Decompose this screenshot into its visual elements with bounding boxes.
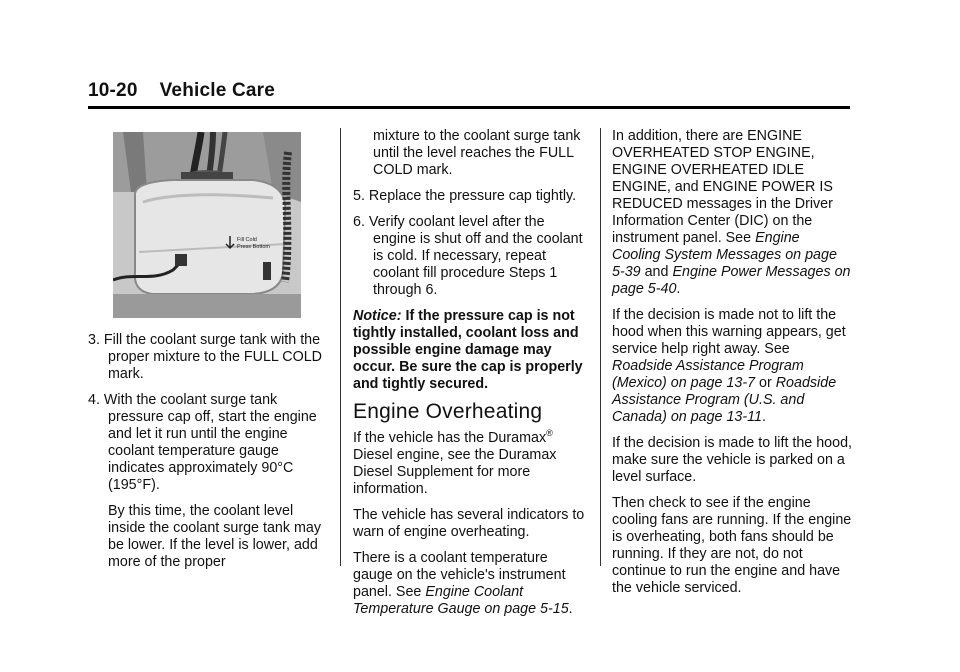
header-text — [88, 80, 850, 102]
column-2 — [353, 128, 591, 627]
step-3: 3. Fill the coolant surge tank with the proper mixture to the FULL COLD mark. — [88, 332, 323, 382]
column-1 — [88, 128, 326, 580]
column-divider-2 — [600, 128, 601, 566]
power-messages-link[interactable]: Engine Power Messages on page 5-40 — [612, 264, 851, 297]
coolant-tank-figure — [113, 132, 301, 318]
notice-label: Notice: — [353, 308, 402, 324]
page-number: 10-20 — [88, 80, 138, 101]
notice — [353, 308, 591, 393]
step-4-paragraph: By this time, the coolant level inside the coolant surge tank may be lower. If the level is lower, add more of the proper — [108, 503, 321, 570]
step-6: 6. Verify coolant level after the engine is shut off and the coolant is cold. If necessary, repeat coolant fill procedure Steps 1 through 6. — [353, 214, 583, 298]
page-header — [88, 80, 850, 102]
roadside-us-canada-link[interactable]: Roadside Assistance Program (U.S. and Canada) on page 13-11 — [612, 375, 837, 425]
roadside-paragraph: If the decision is made not to lift the hood when this warning appears, get service help right away. See Roadside Assistance Program (Mexico) on page 13-7 or Roadside Assistance Program (U.S. and Canada) on page 13-11. — [612, 307, 846, 425]
gauge-paragraph: There is a coolant temperature gauge on the vehicle's instrument panel. See Engine Coolant Temperature Gauge on page 5-15. — [353, 550, 573, 617]
indicators-paragraph: The vehicle has several indicators to warn of engine overheating. — [353, 507, 585, 540]
duramax-paragraph: If the vehicle has the Duramax® Diesel engine, see the Duramax Diesel Supplement for more information. — [353, 428, 557, 497]
step-4: 4. With the coolant surge tank pressure cap off, start the engine and let it run until the engine coolant temperature gauge indicates approximately 90°C (195°F). — [88, 392, 317, 493]
coolant-tank-illustration — [113, 132, 301, 318]
column-3 — [612, 128, 852, 606]
cooling-fans-paragraph: Then check to see if the engine cooling fans are running. If the engine is overheating, both fans should be running. If they are not, do not continue to run the engine and have the vehicle serviced. — [612, 495, 852, 596]
cooling-messages-link[interactable]: Engine Cooling System Messages on page 5-39 — [612, 230, 837, 280]
figure-label-1: Fill Cold — [237, 237, 257, 243]
step-4-continued: mixture to the coolant surge tank until the level reaches the FULL COLD mark. — [373, 128, 581, 178]
column-divider-1 — [340, 128, 341, 566]
roadside-mexico-link[interactable]: Roadside Assistance Program (Mexico) on page 13-7 — [612, 358, 804, 391]
lift-hood-paragraph: If the decision is made to lift the hood, make sure the vehicle is parked on a level surface. — [612, 435, 853, 485]
dic-messages-paragraph: In addition, there are ENGINE OVERHEATED STOP ENGINE, ENGINE OVERHEATED IDLE ENGINE, and ENGINE POWER IS REDUCED messages in the Driver Information Center (DIC) on the instrument panel. See Engine Cooling System Messages on page 5-39 and Engine Power Messages on page 5-40. — [612, 128, 851, 297]
section-title: Vehicle Care — [159, 80, 276, 101]
figure-label-2: Press Bottom — [237, 244, 271, 250]
section-heading: Engine Overheating — [353, 400, 543, 423]
header-rule — [88, 106, 850, 109]
notice-text: If the pressure cap is not tightly installed, coolant loss and possible engine damage may occur. Be sure the cap is properly and tightly secured. — [353, 308, 583, 392]
gauge-link[interactable]: Engine Coolant Temperature Gauge on page 5-15 — [353, 584, 569, 617]
step-5: 5. Replace the pressure cap tightly. — [353, 188, 577, 204]
